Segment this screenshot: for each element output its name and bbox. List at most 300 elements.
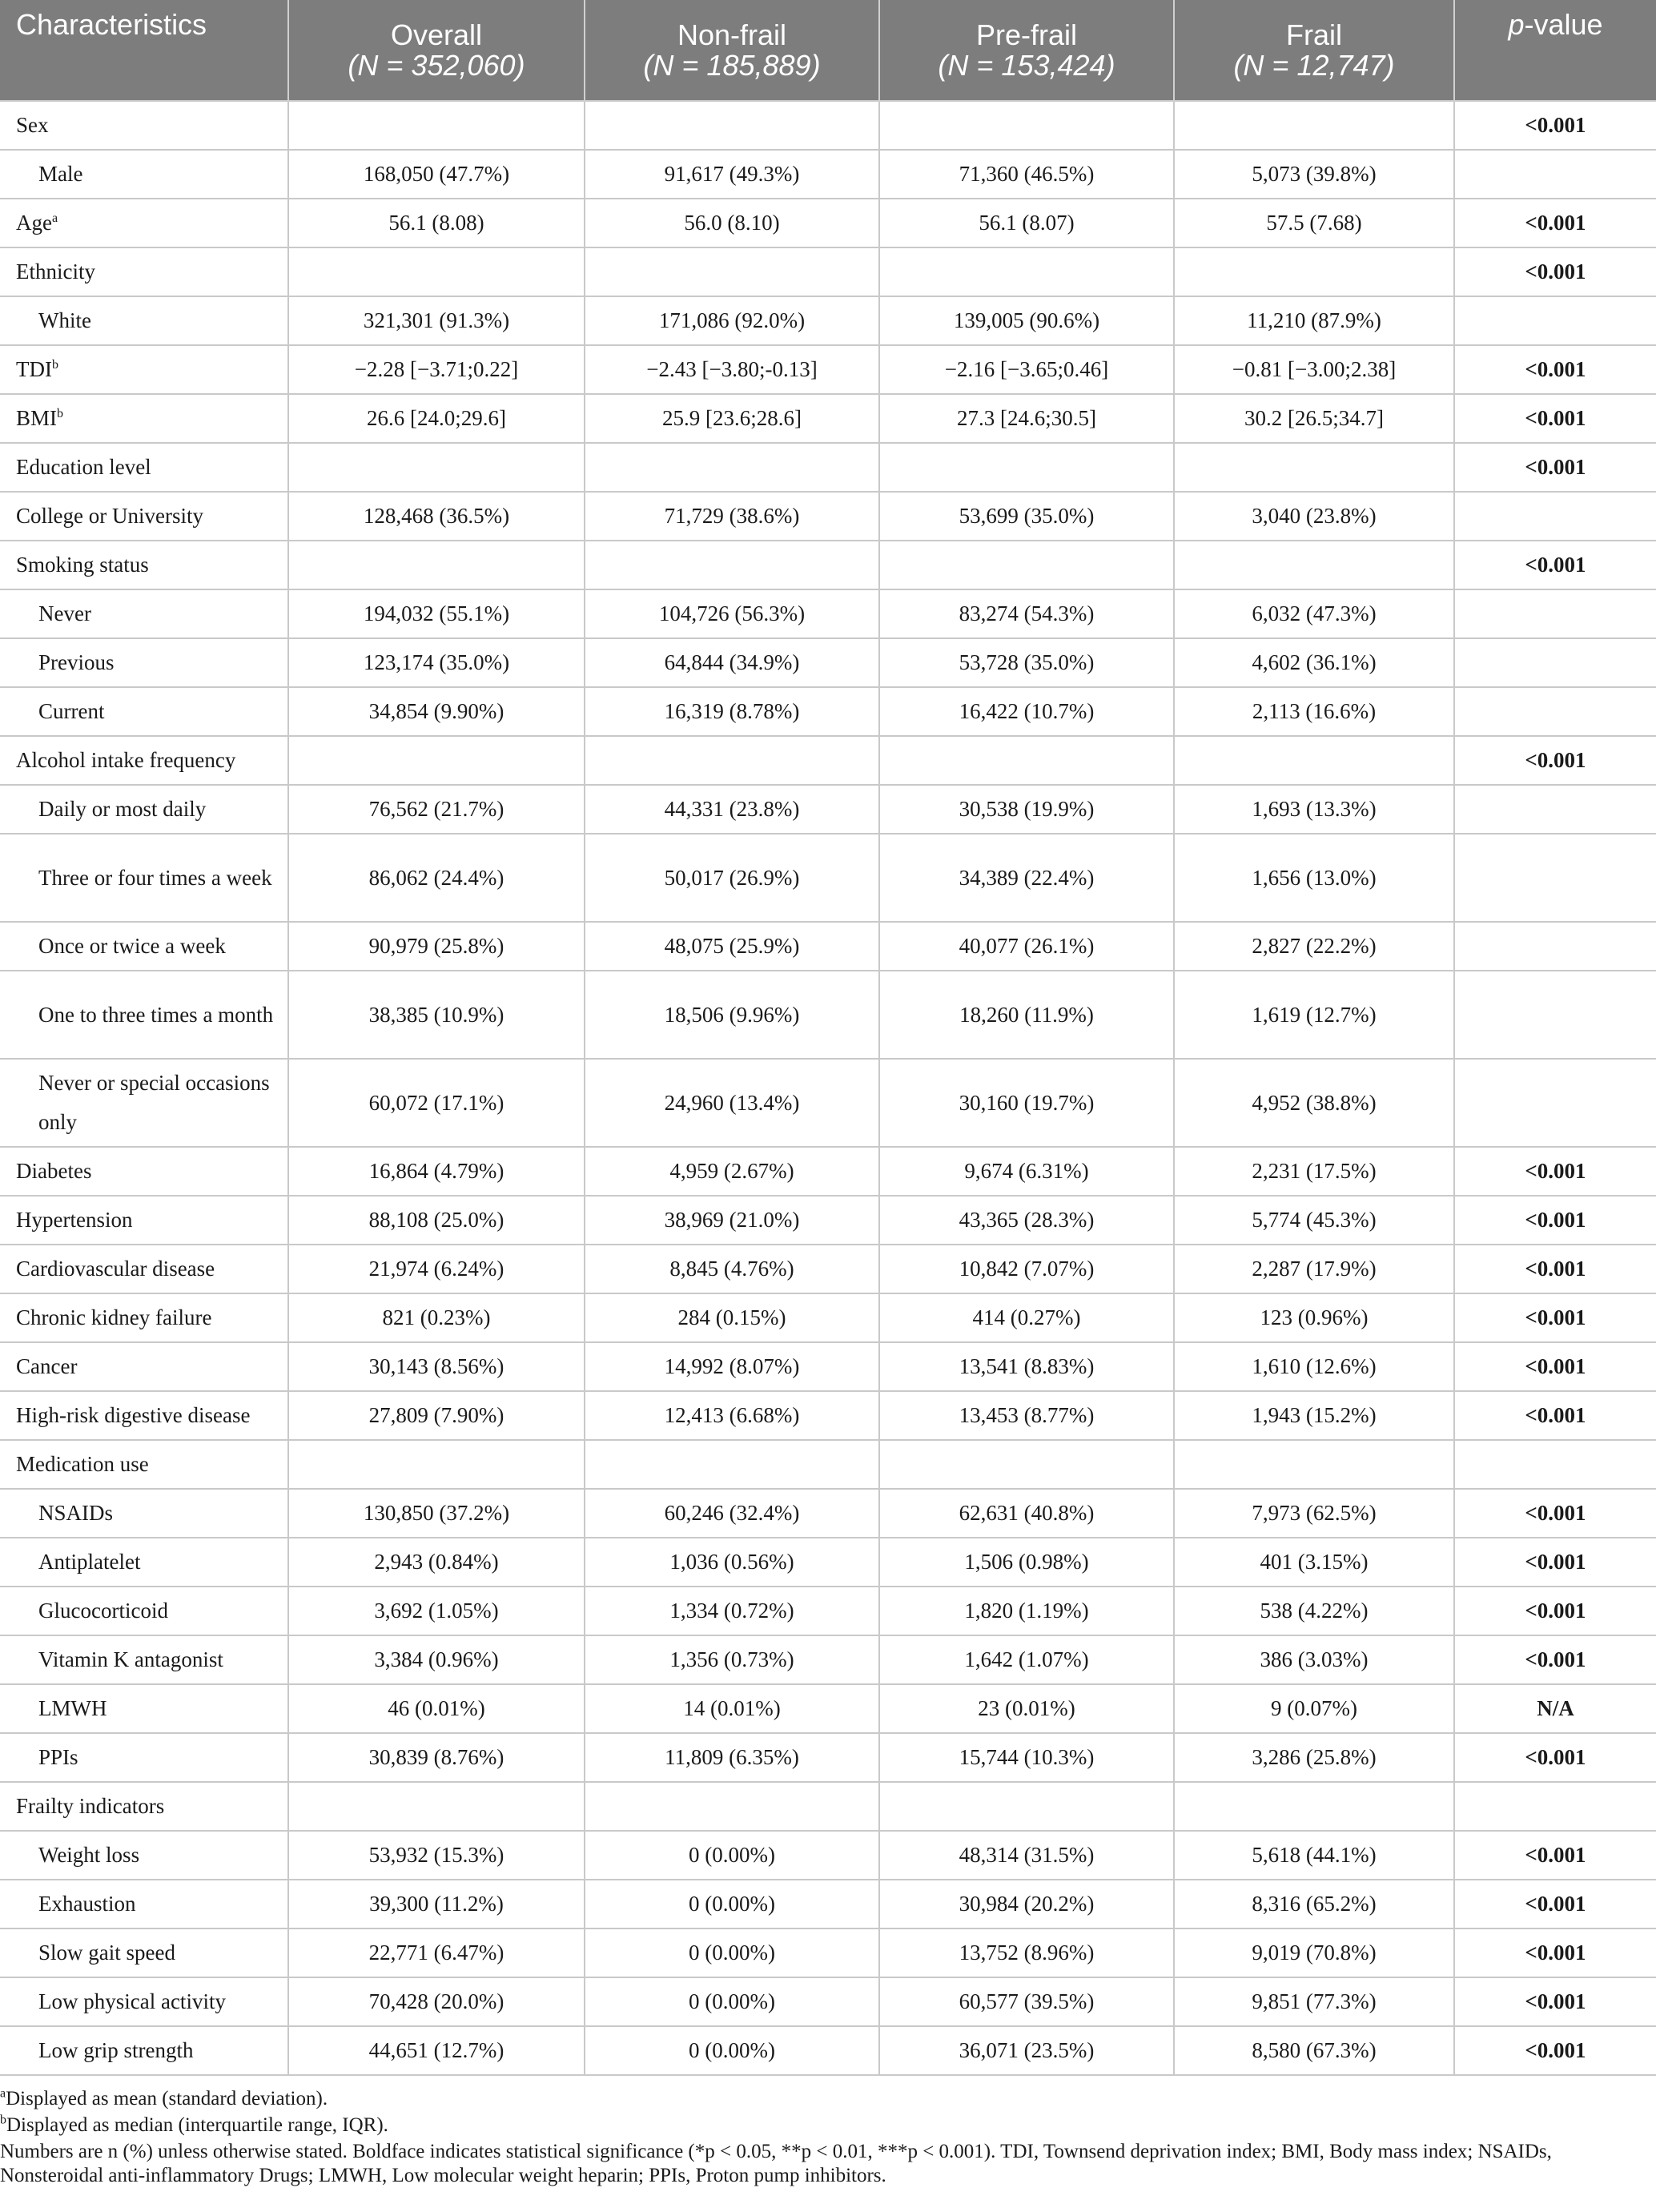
table-body xyxy=(0,101,1656,2075)
cell-overall: 3,692 (1.05%) xyxy=(288,1587,585,1635)
row-label xyxy=(0,1293,288,1342)
row-label-text: One to three times a month xyxy=(38,1002,274,1027)
cell-prefrail xyxy=(879,247,1174,296)
row-label-text: LMWH xyxy=(38,1696,107,1720)
table-row xyxy=(0,1880,1656,1928)
cell-nonfrail: 284 (0.15%) xyxy=(585,1293,879,1342)
cell-pvalue: <0.001 xyxy=(1454,394,1656,443)
row-label xyxy=(0,101,288,150)
table-row xyxy=(0,834,1656,922)
cell-overall xyxy=(288,101,585,150)
cell-nonfrail: 14,992 (8.07%) xyxy=(585,1342,879,1391)
row-label-text: Medication use xyxy=(16,1452,149,1476)
row-label xyxy=(0,1831,288,1880)
cell-prefrail xyxy=(879,736,1174,785)
cell-pvalue: <0.001 xyxy=(1454,2026,1656,2075)
footnote-a-marker: a xyxy=(0,2086,6,2101)
cell-frail: 2,287 (17.9%) xyxy=(1174,1245,1454,1293)
cell-nonfrail xyxy=(585,247,879,296)
row-label-text: Hypertension xyxy=(16,1208,133,1232)
row-label xyxy=(0,971,288,1059)
cell-pvalue xyxy=(1454,1440,1656,1489)
cell-frail: 1,693 (13.3%) xyxy=(1174,785,1454,834)
cell-prefrail: 15,744 (10.3%) xyxy=(879,1733,1174,1782)
cell-pvalue: <0.001 xyxy=(1454,1977,1656,2026)
row-label-text: College or University xyxy=(16,504,203,528)
header-overall-n: (N = 352,060) xyxy=(348,48,525,82)
table-row xyxy=(0,971,1656,1059)
cell-nonfrail: 11,809 (6.35%) xyxy=(585,1733,879,1782)
cell-prefrail: 30,984 (20.2%) xyxy=(879,1880,1174,1928)
header-pvalue-rest: -value xyxy=(1524,8,1603,41)
cell-pvalue xyxy=(1454,785,1656,834)
table-row xyxy=(0,1782,1656,1831)
cell-overall xyxy=(288,1440,585,1489)
cell-pvalue: <0.001 xyxy=(1454,1489,1656,1538)
cell-nonfrail: 50,017 (26.9%) xyxy=(585,834,879,922)
row-label-text: Daily or most daily xyxy=(38,797,207,821)
cell-pvalue: <0.001 xyxy=(1454,1245,1656,1293)
header-pvalue-p: p xyxy=(1508,8,1525,41)
cell-frail: 2,827 (22.2%) xyxy=(1174,922,1454,971)
cell-overall xyxy=(288,736,585,785)
cell-pvalue: <0.001 xyxy=(1454,1538,1656,1587)
row-label-text: Once or twice a week xyxy=(38,934,226,958)
row-label xyxy=(0,1587,288,1635)
row-label xyxy=(0,1538,288,1587)
cell-frail: 8,316 (65.2%) xyxy=(1174,1880,1454,1928)
cell-overall: 34,854 (9.90%) xyxy=(288,687,585,736)
table-row xyxy=(0,443,1656,492)
row-label xyxy=(0,1880,288,1928)
cell-nonfrail: 1,036 (0.56%) xyxy=(585,1538,879,1587)
table-header xyxy=(0,0,1656,101)
cell-nonfrail: 0 (0.00%) xyxy=(585,1977,879,2026)
row-label xyxy=(0,834,288,922)
cell-overall: 46 (0.01%) xyxy=(288,1684,585,1733)
cell-pvalue xyxy=(1454,834,1656,922)
table-row xyxy=(0,922,1656,971)
footnote-a-text: Displayed as mean (standard deviation). xyxy=(6,2088,328,2109)
header-pvalue xyxy=(1454,0,1656,101)
row-label-text: TDI xyxy=(16,357,52,381)
cell-nonfrail: 91,617 (49.3%) xyxy=(585,150,879,199)
table-row xyxy=(0,492,1656,541)
row-label xyxy=(0,199,288,247)
row-label xyxy=(0,736,288,785)
cell-nonfrail: 48,075 (25.9%) xyxy=(585,922,879,971)
row-label xyxy=(0,1684,288,1733)
row-label xyxy=(0,345,288,394)
cell-frail: 1,656 (13.0%) xyxy=(1174,834,1454,922)
table-row xyxy=(0,2026,1656,2075)
row-label-text: Previous xyxy=(38,650,115,674)
header-nonfrail-label: Non-frail xyxy=(677,18,787,51)
table-row xyxy=(0,345,1656,394)
footnote-general: Numbers are n (%) unless otherwise stated. Boldface indicates statistical significance (*p < 0.05, **p < 0.01, ***p < 0.001). TDI, Townsend deprivation index; BMI, Body mass index; NSAIDs, Nonsteroidal anti-inflammatory Drugs; LMWH, Low molecular weight heparin; PPIs, Proton pump inhibitors. xyxy=(0,2141,1552,2186)
cell-prefrail: 1,506 (0.98%) xyxy=(879,1538,1174,1587)
header-frail xyxy=(1174,0,1454,101)
cell-pvalue: <0.001 xyxy=(1454,1733,1656,1782)
cell-nonfrail: 71,729 (38.6%) xyxy=(585,492,879,541)
footnote-a xyxy=(0,2087,1656,2111)
row-label-text: Cardiovascular disease xyxy=(16,1257,215,1281)
row-label-text: Slow gait speed xyxy=(38,1941,175,1965)
cell-overall: 130,850 (37.2%) xyxy=(288,1489,585,1538)
table-row xyxy=(0,638,1656,687)
row-label xyxy=(0,394,288,443)
cell-prefrail: 9,674 (6.31%) xyxy=(879,1147,1174,1196)
table-row xyxy=(0,1538,1656,1587)
cell-nonfrail: 14 (0.01%) xyxy=(585,1684,879,1733)
cell-prefrail xyxy=(879,443,1174,492)
cell-pvalue: <0.001 xyxy=(1454,541,1656,589)
table-row xyxy=(0,589,1656,638)
cell-prefrail: 83,274 (54.3%) xyxy=(879,589,1174,638)
cell-overall: 39,300 (11.2%) xyxy=(288,1880,585,1928)
footnote-b-marker: b xyxy=(0,2113,6,2127)
table-row xyxy=(0,150,1656,199)
cell-frail: 30.2 [26.5;34.7] xyxy=(1174,394,1454,443)
cell-frail xyxy=(1174,1782,1454,1831)
row-label xyxy=(0,2026,288,2075)
cell-pvalue: <0.001 xyxy=(1454,1831,1656,1880)
cell-overall: 128,468 (36.5%) xyxy=(288,492,585,541)
table-row xyxy=(0,199,1656,247)
cell-frail: 401 (3.15%) xyxy=(1174,1538,1454,1587)
row-label-text: White xyxy=(38,308,91,332)
footnote-marker: b xyxy=(51,358,58,372)
header-nonfrail xyxy=(585,0,879,101)
cell-frail: 6,032 (47.3%) xyxy=(1174,589,1454,638)
cell-frail: 2,231 (17.5%) xyxy=(1174,1147,1454,1196)
cell-pvalue: <0.001 xyxy=(1454,101,1656,150)
cell-frail: 9,019 (70.8%) xyxy=(1174,1928,1454,1977)
cell-pvalue: <0.001 xyxy=(1454,1342,1656,1391)
cell-prefrail: 43,365 (28.3%) xyxy=(879,1196,1174,1245)
row-label-text: Chronic kidney failure xyxy=(16,1305,212,1329)
table-row xyxy=(0,785,1656,834)
row-label-text: Frailty indicators xyxy=(16,1794,165,1818)
table-row xyxy=(0,1489,1656,1538)
cell-pvalue xyxy=(1454,971,1656,1059)
cell-frail: 5,774 (45.3%) xyxy=(1174,1196,1454,1245)
row-label-text: Exhaustion xyxy=(38,1892,136,1916)
cell-overall: 194,032 (55.1%) xyxy=(288,589,585,638)
cell-overall: 53,932 (15.3%) xyxy=(288,1831,585,1880)
cell-prefrail: 1,820 (1.19%) xyxy=(879,1587,1174,1635)
row-label xyxy=(0,1733,288,1782)
table-row xyxy=(0,1391,1656,1440)
cell-overall: 30,839 (8.76%) xyxy=(288,1733,585,1782)
cell-overall: 56.1 (8.08) xyxy=(288,199,585,247)
cell-pvalue xyxy=(1454,589,1656,638)
cell-pvalue: <0.001 xyxy=(1454,1391,1656,1440)
row-label xyxy=(0,1245,288,1293)
cell-nonfrail: 18,506 (9.96%) xyxy=(585,971,879,1059)
row-label-text: Current xyxy=(38,699,105,723)
cell-frail: 3,040 (23.8%) xyxy=(1174,492,1454,541)
cell-nonfrail: −2.43 [−3.80;-0.13] xyxy=(585,345,879,394)
cell-nonfrail: 0 (0.00%) xyxy=(585,1831,879,1880)
table-row xyxy=(0,1684,1656,1733)
cell-pvalue xyxy=(1454,1782,1656,1831)
row-label-text: Age xyxy=(16,211,52,235)
cell-prefrail: −2.16 [−3.65;0.46] xyxy=(879,345,1174,394)
cell-frail: 8,580 (67.3%) xyxy=(1174,2026,1454,2075)
cell-frail: 386 (3.03%) xyxy=(1174,1635,1454,1684)
cell-pvalue: <0.001 xyxy=(1454,199,1656,247)
cell-prefrail: 36,071 (23.5%) xyxy=(879,2026,1174,2075)
cell-frail: 5,618 (44.1%) xyxy=(1174,1831,1454,1880)
row-label xyxy=(0,1928,288,1977)
footnote-marker: a xyxy=(51,211,58,225)
row-label xyxy=(0,1489,288,1538)
cell-pvalue xyxy=(1454,150,1656,199)
row-label xyxy=(0,150,288,199)
header-frail-n: (N = 12,747) xyxy=(1233,48,1395,82)
cell-frail xyxy=(1174,101,1454,150)
cell-prefrail: 30,538 (19.9%) xyxy=(879,785,1174,834)
cell-nonfrail: 0 (0.00%) xyxy=(585,1928,879,1977)
cell-overall: 21,974 (6.24%) xyxy=(288,1245,585,1293)
row-label-text: PPIs xyxy=(38,1745,78,1769)
cell-frail: 538 (4.22%) xyxy=(1174,1587,1454,1635)
cell-frail xyxy=(1174,247,1454,296)
cell-overall: 27,809 (7.90%) xyxy=(288,1391,585,1440)
cell-prefrail xyxy=(879,1782,1174,1831)
row-label xyxy=(0,443,288,492)
cell-nonfrail: 56.0 (8.10) xyxy=(585,199,879,247)
cell-frail: 1,619 (12.7%) xyxy=(1174,971,1454,1059)
cell-pvalue xyxy=(1454,922,1656,971)
header-nonfrail-n: (N = 185,889) xyxy=(643,48,821,82)
row-label-text: Sex xyxy=(16,113,49,137)
cell-frail xyxy=(1174,443,1454,492)
cell-nonfrail: 24,960 (13.4%) xyxy=(585,1059,879,1147)
cell-pvalue xyxy=(1454,687,1656,736)
cell-frail: 1,943 (15.2%) xyxy=(1174,1391,1454,1440)
table-row xyxy=(0,1928,1656,1977)
row-label xyxy=(0,1391,288,1440)
cell-pvalue: <0.001 xyxy=(1454,247,1656,296)
table-row xyxy=(0,1245,1656,1293)
cell-prefrail: 30,160 (19.7%) xyxy=(879,1059,1174,1147)
cell-overall: 88,108 (25.0%) xyxy=(288,1196,585,1245)
cell-overall: 76,562 (21.7%) xyxy=(288,785,585,834)
cell-frail: 9 (0.07%) xyxy=(1174,1684,1454,1733)
cell-nonfrail: 12,413 (6.68%) xyxy=(585,1391,879,1440)
cell-prefrail: 18,260 (11.9%) xyxy=(879,971,1174,1059)
header-overall xyxy=(288,0,585,101)
cell-prefrail: 71,360 (46.5%) xyxy=(879,150,1174,199)
row-label-text: Weight loss xyxy=(38,1843,140,1867)
cell-nonfrail: 0 (0.00%) xyxy=(585,2026,879,2075)
table-row xyxy=(0,1293,1656,1342)
table-row xyxy=(0,296,1656,345)
cell-prefrail: 53,699 (35.0%) xyxy=(879,492,1174,541)
cell-pvalue: <0.001 xyxy=(1454,345,1656,394)
cell-frail: 2,113 (16.6%) xyxy=(1174,687,1454,736)
cell-pvalue: <0.001 xyxy=(1454,1196,1656,1245)
cell-prefrail: 13,752 (8.96%) xyxy=(879,1928,1174,1977)
cell-pvalue: N/A xyxy=(1454,1684,1656,1733)
cell-prefrail: 23 (0.01%) xyxy=(879,1684,1174,1733)
cell-nonfrail xyxy=(585,541,879,589)
cell-nonfrail: 171,086 (92.0%) xyxy=(585,296,879,345)
cell-nonfrail xyxy=(585,1782,879,1831)
row-label-text: Male xyxy=(38,162,83,186)
table-row xyxy=(0,101,1656,150)
cell-frail: 5,073 (39.8%) xyxy=(1174,150,1454,199)
table-row xyxy=(0,1440,1656,1489)
cell-overall: 16,864 (4.79%) xyxy=(288,1147,585,1196)
row-label-text: Education level xyxy=(16,455,151,479)
row-label-text: NSAIDs xyxy=(38,1501,114,1525)
cell-frail: 11,210 (87.9%) xyxy=(1174,296,1454,345)
cell-prefrail: 34,389 (22.4%) xyxy=(879,834,1174,922)
row-label-text: Antiplatelet xyxy=(38,1550,141,1574)
cell-overall: 26.6 [24.0;29.6] xyxy=(288,394,585,443)
cell-prefrail: 10,842 (7.07%) xyxy=(879,1245,1174,1293)
header-characteristics: Characteristics xyxy=(0,0,288,101)
row-label xyxy=(0,687,288,736)
cell-overall: 60,072 (17.1%) xyxy=(288,1059,585,1147)
table-row xyxy=(0,1831,1656,1880)
cell-overall xyxy=(288,541,585,589)
cell-prefrail xyxy=(879,101,1174,150)
header-prefrail-label: Pre-frail xyxy=(975,18,1078,51)
cell-prefrail: 139,005 (90.6%) xyxy=(879,296,1174,345)
cell-pvalue: <0.001 xyxy=(1454,1928,1656,1977)
row-label-text: Glucocorticoid xyxy=(38,1599,168,1623)
row-label xyxy=(0,638,288,687)
row-label xyxy=(0,785,288,834)
cell-pvalue: <0.001 xyxy=(1454,1293,1656,1342)
cell-frail xyxy=(1174,736,1454,785)
row-label-text: Vitamin K antagonist xyxy=(38,1647,223,1671)
row-label-text: Never or special occasions only xyxy=(38,1071,270,1134)
cell-overall: 38,385 (10.9%) xyxy=(288,971,585,1059)
cell-overall: 2,943 (0.84%) xyxy=(288,1538,585,1587)
cell-overall: 70,428 (20.0%) xyxy=(288,1977,585,2026)
table-row xyxy=(0,736,1656,785)
cell-overall: 168,050 (47.7%) xyxy=(288,150,585,199)
cell-overall: 123,174 (35.0%) xyxy=(288,638,585,687)
cell-frail: −0.81 [−3.00;2.38] xyxy=(1174,345,1454,394)
cell-frail: 57.5 (7.68) xyxy=(1174,199,1454,247)
cell-overall: 821 (0.23%) xyxy=(288,1293,585,1342)
cell-overall: 22,771 (6.47%) xyxy=(288,1928,585,1977)
cell-overall xyxy=(288,1782,585,1831)
cell-prefrail: 13,541 (8.83%) xyxy=(879,1342,1174,1391)
cell-prefrail: 1,642 (1.07%) xyxy=(879,1635,1174,1684)
cell-prefrail: 53,728 (35.0%) xyxy=(879,638,1174,687)
row-label xyxy=(0,1196,288,1245)
row-label-text: BMI xyxy=(16,406,58,430)
cell-prefrail: 40,077 (26.1%) xyxy=(879,922,1174,971)
table-row xyxy=(0,1977,1656,2026)
cell-frail: 4,952 (38.8%) xyxy=(1174,1059,1454,1147)
cell-pvalue: <0.001 xyxy=(1454,736,1656,785)
cell-overall: 3,384 (0.96%) xyxy=(288,1635,585,1684)
cell-nonfrail: 16,319 (8.78%) xyxy=(585,687,879,736)
cell-overall xyxy=(288,443,585,492)
cell-pvalue: <0.001 xyxy=(1454,443,1656,492)
cell-prefrail: 414 (0.27%) xyxy=(879,1293,1174,1342)
table-row xyxy=(0,1635,1656,1684)
cell-overall: 90,979 (25.8%) xyxy=(288,922,585,971)
cell-frail: 7,973 (62.5%) xyxy=(1174,1489,1454,1538)
row-label-text: Low physical activity xyxy=(38,1989,226,2013)
cell-nonfrail: 1,356 (0.73%) xyxy=(585,1635,879,1684)
cell-pvalue: <0.001 xyxy=(1454,1635,1656,1684)
row-label-text: Alcohol intake frequency xyxy=(16,748,236,772)
cell-nonfrail: 38,969 (21.0%) xyxy=(585,1196,879,1245)
cell-nonfrail: 8,845 (4.76%) xyxy=(585,1245,879,1293)
cell-prefrail: 62,631 (40.8%) xyxy=(879,1489,1174,1538)
row-label-text: Three or four times a week xyxy=(38,865,272,890)
table-footnotes xyxy=(0,2076,1656,2188)
footnote-b xyxy=(0,2113,1656,2138)
row-label xyxy=(0,541,288,589)
row-label xyxy=(0,1977,288,2026)
cell-nonfrail: 104,726 (56.3%) xyxy=(585,589,879,638)
table-row xyxy=(0,541,1656,589)
cell-prefrail: 27.3 [24.6;30.5] xyxy=(879,394,1174,443)
cell-prefrail: 48,314 (31.5%) xyxy=(879,1831,1174,1880)
cell-pvalue xyxy=(1454,492,1656,541)
cell-overall: 44,651 (12.7%) xyxy=(288,2026,585,2075)
cell-pvalue: <0.001 xyxy=(1454,1587,1656,1635)
row-label-text: Smoking status xyxy=(16,553,149,577)
row-label-text: Never xyxy=(38,601,91,625)
cell-nonfrail: 1,334 (0.72%) xyxy=(585,1587,879,1635)
cell-overall: −2.28 [−3.71;0.22] xyxy=(288,345,585,394)
cell-frail: 4,602 (36.1%) xyxy=(1174,638,1454,687)
cell-frail: 9,851 (77.3%) xyxy=(1174,1977,1454,2026)
row-label xyxy=(0,1059,288,1147)
row-label xyxy=(0,1147,288,1196)
cell-prefrail: 16,422 (10.7%) xyxy=(879,687,1174,736)
cell-overall: 321,301 (91.3%) xyxy=(288,296,585,345)
header-frail-label: Frail xyxy=(1286,18,1342,51)
cell-frail xyxy=(1174,1440,1454,1489)
cell-pvalue: <0.001 xyxy=(1454,1880,1656,1928)
row-label xyxy=(0,589,288,638)
cell-nonfrail: 4,959 (2.67%) xyxy=(585,1147,879,1196)
row-label xyxy=(0,1635,288,1684)
row-label xyxy=(0,1440,288,1489)
table-row xyxy=(0,247,1656,296)
footnote-b-text: Displayed as median (interquartile range, IQR). xyxy=(6,2114,388,2136)
table-row xyxy=(0,1147,1656,1196)
row-label-text: Ethnicity xyxy=(16,259,95,284)
cell-prefrail: 60,577 (39.5%) xyxy=(879,1977,1174,2026)
header-prefrail xyxy=(879,0,1174,101)
table-row xyxy=(0,1059,1656,1147)
row-label xyxy=(0,922,288,971)
cell-pvalue xyxy=(1454,638,1656,687)
cell-pvalue: <0.001 xyxy=(1454,1147,1656,1196)
cell-nonfrail: 25.9 [23.6;28.6] xyxy=(585,394,879,443)
header-overall-label: Overall xyxy=(390,18,483,51)
cell-prefrail: 56.1 (8.07) xyxy=(879,199,1174,247)
cell-prefrail xyxy=(879,541,1174,589)
cell-prefrail xyxy=(879,1440,1174,1489)
cell-nonfrail: 44,331 (23.8%) xyxy=(585,785,879,834)
cell-overall xyxy=(288,247,585,296)
